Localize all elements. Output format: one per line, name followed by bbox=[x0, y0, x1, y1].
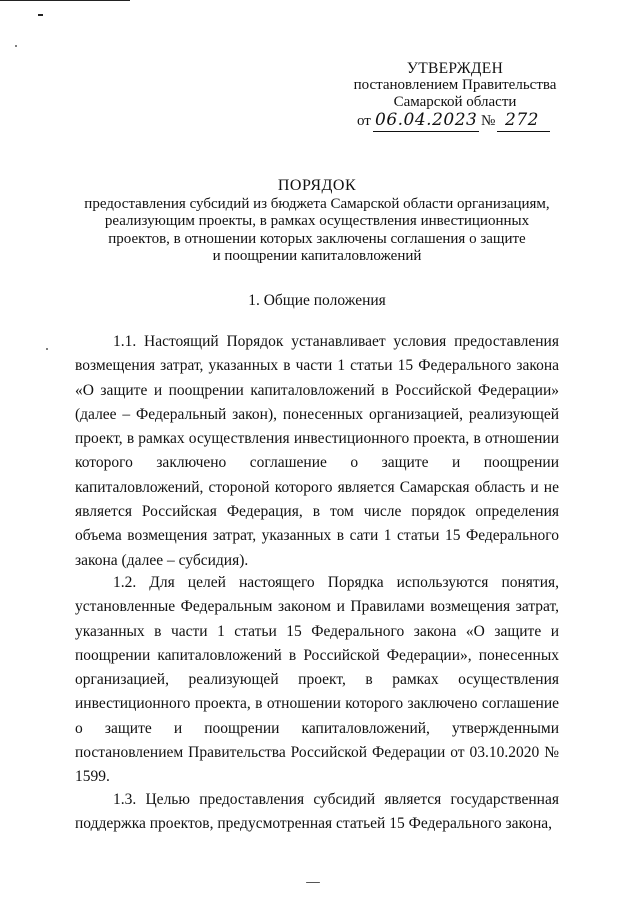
scan-dot bbox=[46, 348, 48, 350]
subtitle-line: и поощрении капиталовложений bbox=[212, 248, 422, 264]
scan-edge-line bbox=[0, 0, 130, 1]
handwritten-date: 06.04.2023 bbox=[375, 110, 478, 130]
scan-dot bbox=[15, 45, 17, 47]
subtitle-line: предоставления субсидий из бюджета Самарской области организациям, bbox=[84, 195, 550, 212]
number-underline bbox=[497, 131, 550, 132]
approval-block bbox=[330, 60, 580, 111]
document-title-block bbox=[72, 177, 562, 266]
paragraph-1-2: 1.2. Для целей настоящего Порядка используются понятия, установленные Федеральным законом и Правилами возмещения затрат, указанных в части 1 статьи 15 Федерального закона «О защите и поощрении капиталовложений в Российской Федерации», понесенных организацией, реализующей проект, в рамках осуществления инвестиционного проекта, в отношении которого заключено соглашение о защите и поощрении капиталовложений, утвержденными постановлением Правительства Российской Федерации от 03.10.2020 № 1599. bbox=[75, 574, 559, 786]
date-prefix: от bbox=[357, 113, 371, 129]
paragraph-1-3: 1.3. Целью предоставления субсидий является государственная поддержка проектов, предусмотренная статьей 15 Федерального закона, bbox=[75, 791, 559, 833]
approval-line-2: Самарской области bbox=[393, 94, 517, 110]
paragraph-1-1: 1.1. Настоящий Порядок устанавливает условия предоставления возмещения затрат, указанных в части 1 статьи 15 Федерального закона «О защите и поощрении капиталовложений в Российской Федерации» (далее – Федеральный закон), понесенных организацией, реализующей проект, в рамках осуществления инвестиционного проекта, в отношении которого заключено соглашение о защите и поощрении капиталовложений, стороной которого является Самарская область и не является Российская Федерация, в том числе порядок определения объема возмещения затрат, указанных в сати 1 статьи 15 Федерального закона (далее – субсидия). bbox=[75, 333, 559, 569]
approval-date-line bbox=[357, 110, 557, 135]
subtitle-line: проектов, в отношении которых заключены соглашения о защите bbox=[108, 230, 526, 247]
section-heading: 1. Общие положения bbox=[248, 292, 386, 309]
date-underline bbox=[373, 131, 479, 132]
handwritten-number: 272 bbox=[505, 110, 539, 130]
number-sign: № bbox=[481, 113, 496, 129]
document-title: ПОРЯДОК bbox=[277, 177, 357, 194]
subtitle-line: реализующим проекты, в рамках осуществления инвестиционных bbox=[104, 213, 530, 229]
scan-dot bbox=[306, 882, 320, 883]
scan-tick-mark bbox=[38, 14, 43, 16]
approval-heading: УТВЕРЖДЕН bbox=[406, 60, 504, 77]
approval-line-1: постановлением Правительства bbox=[353, 77, 557, 93]
